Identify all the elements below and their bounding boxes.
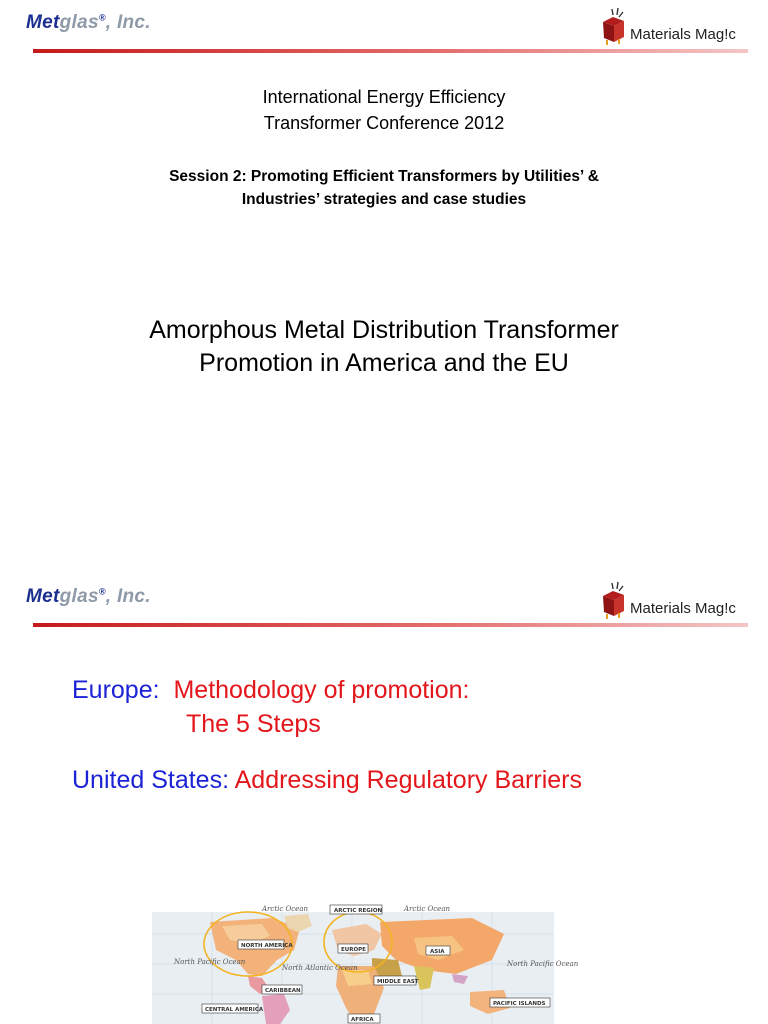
- region-label: EUROPE: [341, 947, 366, 953]
- ocean-label: North Pacific Ocean: [174, 958, 246, 966]
- us-bullet: United States: Addressing Regulatory Barriers: [72, 766, 582, 794]
- ocean-label: North Atlantic Ocean: [282, 964, 358, 972]
- materials-magic-logo: Materials Mag!c: [600, 580, 746, 622]
- region-label: NORTH AMERICA: [241, 943, 293, 949]
- ocean-label: Arctic Ocean: [404, 905, 451, 913]
- region-label: CARIBBEAN: [265, 988, 301, 994]
- metglas-logo: Metglas®, Inc.: [26, 586, 151, 607]
- europe-steps: The 5 Steps: [186, 710, 321, 738]
- region-label: AFRICA: [351, 1017, 374, 1023]
- region-label: MIDDLE EAST: [377, 979, 419, 985]
- region-label: ASIA: [430, 949, 445, 955]
- region-label: ARCTIC REGION: [334, 908, 383, 914]
- magic-box-icon: [600, 580, 630, 622]
- header-rule: [33, 49, 748, 53]
- magic-box-icon: [600, 6, 630, 48]
- europe-bullet: Europe: Methodology of promotion:: [72, 676, 470, 704]
- slide-outline: [0, 574, 768, 1024]
- conference-name: International Energy Efficiency Transformer Conference 2012: [262, 87, 506, 133]
- materials-magic-logo: Materials Mag!c: [600, 6, 746, 48]
- session-heading: Session 2: Promoting Efficient Transformers by Utilities’ & Industries’ strategies and case studies: [169, 168, 599, 208]
- region-label: PACIFIC ISLANDS: [493, 1001, 546, 1007]
- header-rule: [33, 623, 748, 627]
- ocean-label: North Pacific Ocean: [507, 960, 579, 968]
- ocean-label: Arctic Ocean: [262, 905, 309, 913]
- world-map: [152, 904, 579, 1024]
- presentation-title: Amorphous Metal Distribution Transformer Promotion in America and the EU: [149, 316, 619, 377]
- region-label: CENTRAL AMERICA: [205, 1007, 264, 1013]
- metglas-logo: Metglas®, Inc.: [26, 12, 151, 33]
